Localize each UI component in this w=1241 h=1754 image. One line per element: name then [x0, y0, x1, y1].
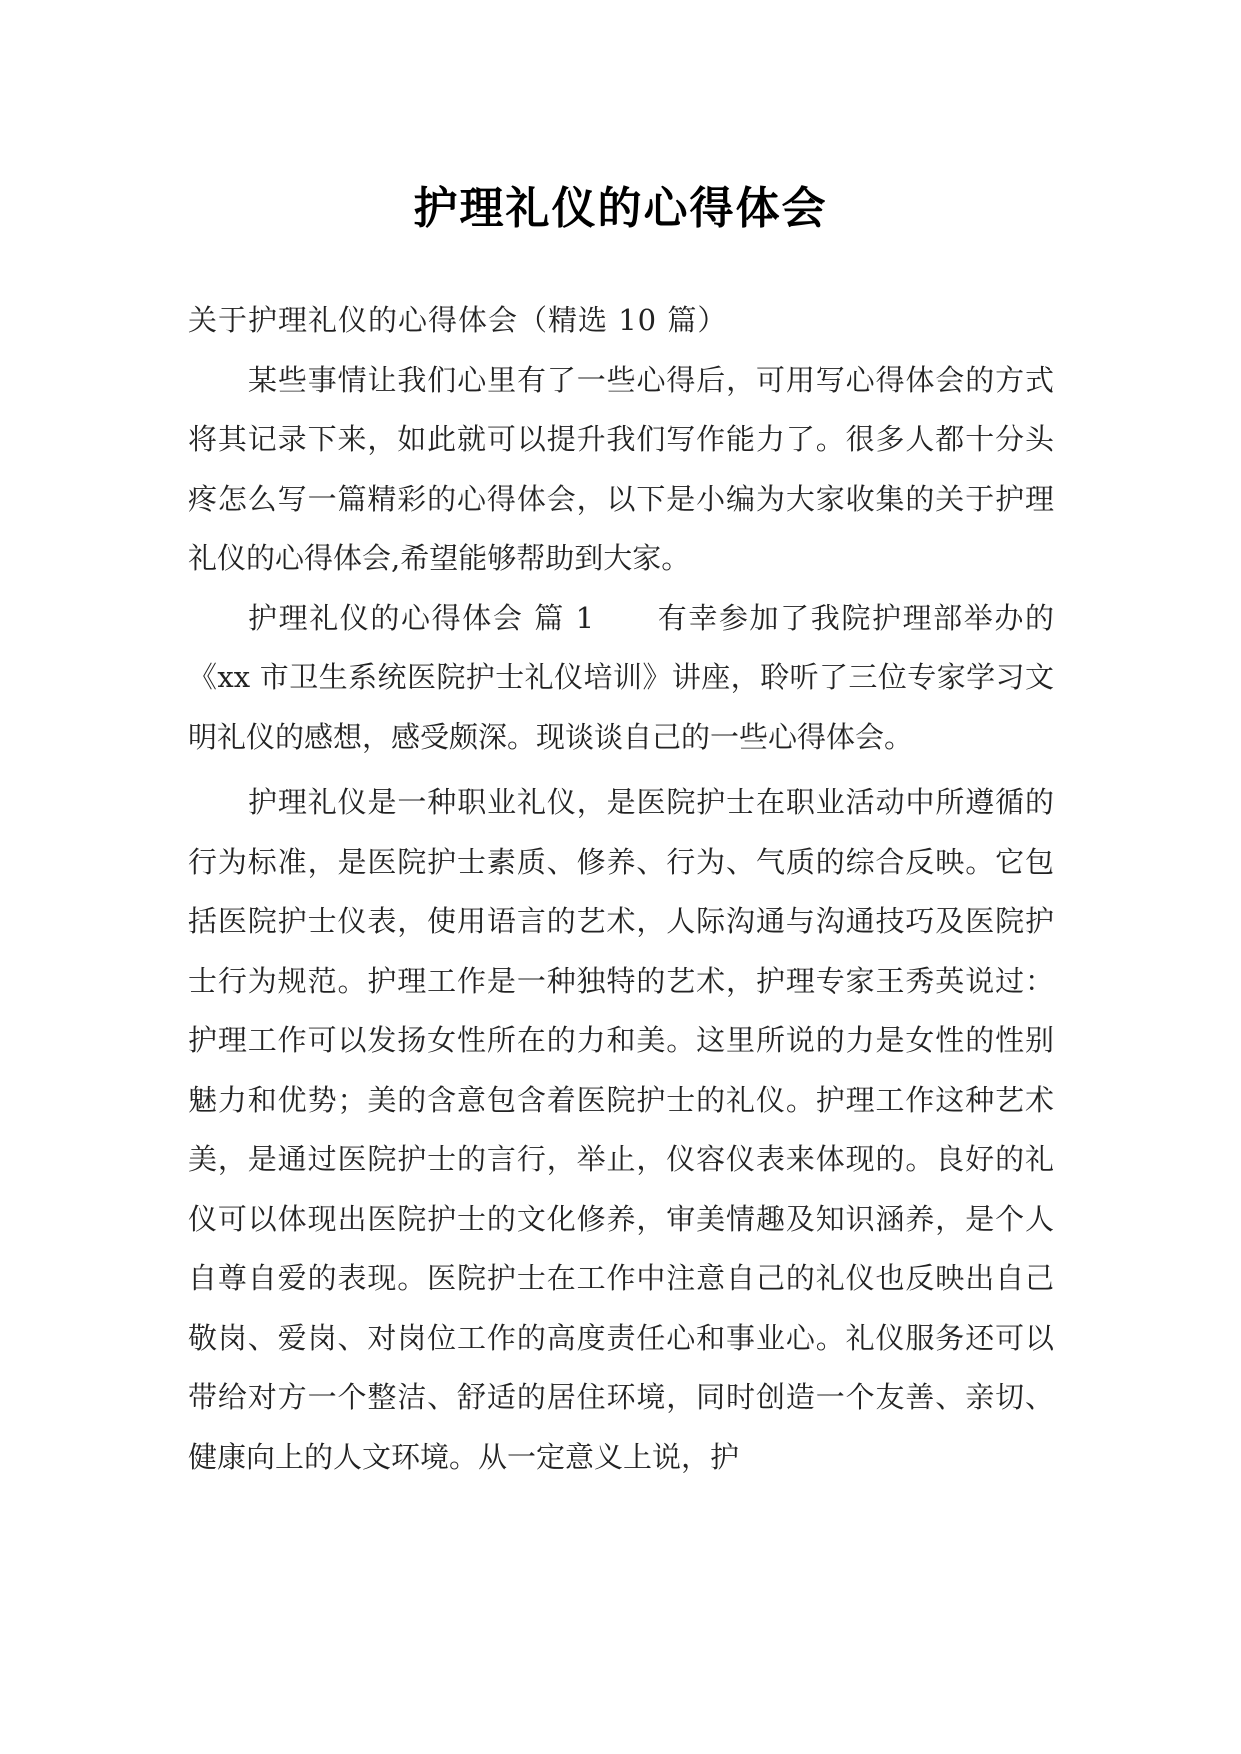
article-heading: 护理礼仪的心得体会 篇 1 [248, 600, 595, 635]
intro-paragraph: 某些事情让我们心里有了一些心得后，可用写心得体会的方式将其记录下来，如此就可以提升我们写作能力了。很多人都十分头疼怎么写一篇精彩的心得体会，以下是小编为大家收集的关于护理礼仪的心得体会,希望能够帮助到大家。 [188, 362, 1054, 575]
article-paragraph-1 [188, 589, 1054, 768]
article-lead-text: 有幸参加了我院护理部举办的《xx 市卫生系统医院护士礼仪培训》讲座，聆听了三位专家学习文明礼仪的感想，感受颇深。现谈谈自己的一些心得体会。 [188, 600, 1054, 754]
article-paragraph-2: 护理礼仪是一种职业礼仪，是医院护士在职业活动中所遵循的行为标准，是医院护士素质、修养、行为、气质的综合反映。它包括医院护士仪表，使用语言的艺术，人际沟通与沟通技巧及医院护士行为规范。护理工作是一种独特的艺术，护理专家王秀英说过：护理工作可以发扬女性所在的力和美。这里所说的力是女性的性别魅力和优势；美的含意包含着医院护士的礼仪。护理工作这种艺术美，是通过医院护士的言行，举止，仪容仪表来体现的。良好的礼仪可以体现出医院护士的文化修养，审美情趣及知识涵养，是个人自尊自爱的表现。医院护士在工作中注意自己的礼仪也反映出自己敬岗、爱岗、对岗位工作的高度责任心和事业心。礼仪服务还可以带给对方一个整洁、舒适的居住环境，同时创造一个友善、亲切、健康向上的人文环境。从一定意义上说，护 [188, 785, 1054, 1474]
document-subtitle: 关于护理礼仪的心得体会（精选 10 篇） [188, 303, 728, 337]
document-title: 护理礼仪的心得体会 [413, 183, 828, 235]
document-body [188, 291, 1054, 1487]
